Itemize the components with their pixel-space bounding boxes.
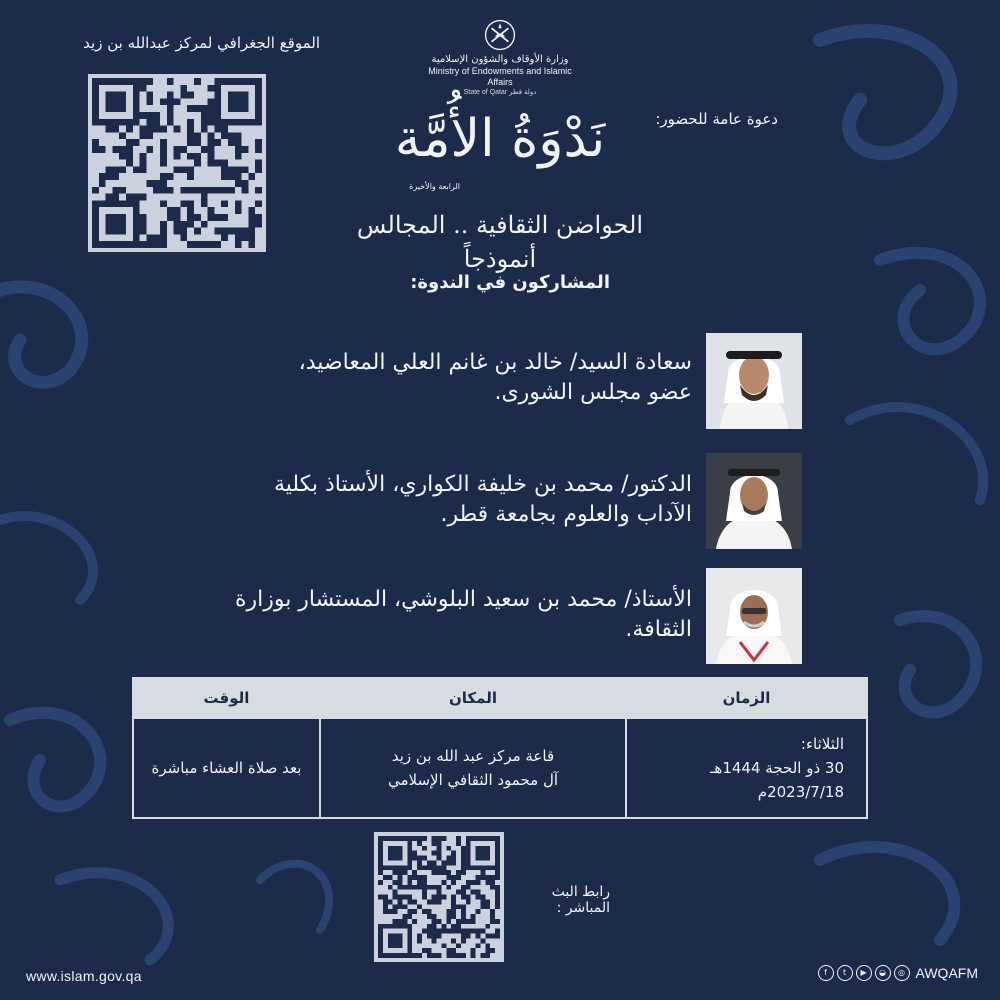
instagram-icon[interactable]: ◎ — [894, 965, 910, 981]
ministry-name-en: Ministry of Endowments and Islamic Affairs — [428, 66, 572, 87]
participant-photo-2 — [706, 453, 802, 549]
cell-when — [626, 718, 867, 818]
social-bar — [818, 965, 978, 981]
event-subtitle: الحواضن الثقافية .. المجالس أنموذجاً — [356, 211, 644, 273]
participant-photo-1 — [706, 333, 802, 429]
participant-photo-3 — [706, 568, 802, 664]
youtube-icon[interactable]: ▶ — [856, 965, 872, 981]
live-stream-qr-code[interactable] — [374, 832, 504, 962]
participant-1-line-2: عضو مجلس الشورى. — [494, 380, 692, 405]
header-place: المكان — [320, 678, 626, 718]
event-edition-label: الرابعة والأخيرة — [409, 182, 460, 191]
website-link[interactable]: www.islam.gov.qa — [26, 968, 142, 984]
state-en: State of Qatar — [463, 89, 508, 96]
live-stream-label: رابط البث المباشر : — [551, 884, 610, 916]
when-hijri-date: 30 ذو الحجة 1444هـ — [710, 759, 844, 777]
participant-1-text — [172, 348, 692, 408]
participant-3-text — [172, 585, 692, 645]
schedule-header-row — [133, 678, 867, 718]
place-line-1: قاعة مركز عبد الله بن زيد — [391, 747, 555, 765]
twitter-icon[interactable]: t — [837, 965, 853, 981]
participant-2-line-1: الدكتور/ محمد بن خليفة الكواري، الأستاذ بكلية — [273, 472, 692, 497]
participants-heading: المشاركون في الندوة: — [410, 272, 610, 293]
cell-place — [320, 718, 626, 818]
state-ar: دولة قطر — [509, 89, 537, 96]
header-time: الوقت — [133, 678, 320, 718]
snapchat-icon[interactable]: ◒ — [875, 965, 891, 981]
cell-time: بعد صلاة العشاء مباشرة — [133, 718, 320, 818]
participant-1-line-1: سعادة السيد/ خالد بن غانم العلي المعاضيد، — [298, 350, 692, 375]
schedule-table — [132, 677, 868, 819]
ministry-logo — [420, 18, 580, 97]
qatar-emblem-icon — [483, 18, 517, 52]
participant-3-line-2: الثقافة. — [625, 617, 692, 642]
participant-2-text — [172, 470, 692, 530]
state-label — [420, 88, 580, 97]
header-when: الزمان — [626, 678, 867, 718]
public-invitation-text: دعوة عامة للحضور: — [655, 110, 778, 128]
geo-location-label: الموقع الجغرافي لمركز عبدالله بن زيد — [83, 34, 320, 52]
geo-location-qr-code[interactable] — [88, 74, 266, 252]
participant-2-line-2: الآداب والعلوم بجامعة قطر. — [440, 502, 692, 527]
schedule-row — [133, 718, 867, 818]
ministry-name-ar: وزارة الأوقاف والشؤون الإسلامية — [431, 54, 569, 65]
when-gregorian-date: 2023/7/18م — [757, 783, 844, 801]
social-handle[interactable]: AWQAFM — [915, 965, 978, 981]
facebook-icon[interactable]: f — [818, 965, 834, 981]
event-title: نَدْوَةُ الأُمَّة — [394, 109, 606, 169]
participant-3-line-1: الأستاذ/ محمد بن سعيد البلوشي، المستشار بوزارة — [234, 587, 692, 612]
when-day: الثلاثاء: — [800, 735, 844, 753]
place-line-2: آل محمود الثقافي الإسلامي — [387, 771, 559, 789]
